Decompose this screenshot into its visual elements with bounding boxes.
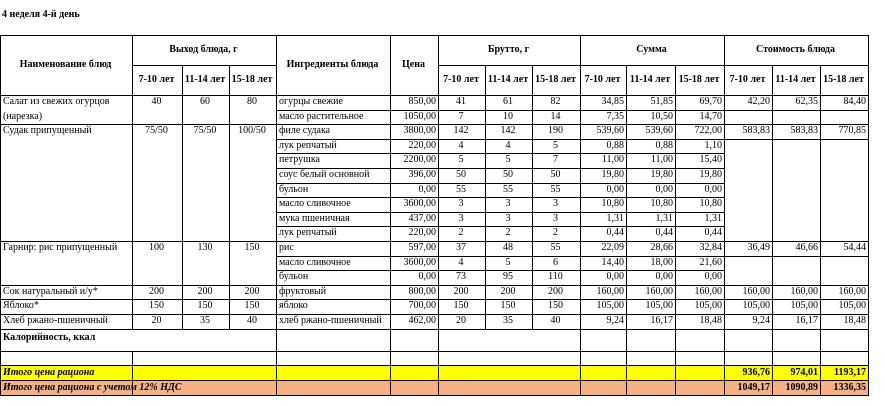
gross-cell[interactable]: 5 xyxy=(553,139,558,151)
sum-cell[interactable]: 539,60 xyxy=(596,125,624,137)
sum-cell[interactable]: 19,80 xyxy=(650,169,673,180)
sum-cell[interactable]: 0,44 xyxy=(704,227,722,239)
gross-cell[interactable]: 3 xyxy=(505,212,511,224)
sum-cell[interactable]: 160,00 xyxy=(645,285,673,297)
header-ingredients[interactable]: Ингредиенты блюда xyxy=(286,59,379,70)
gross-cell[interactable]: 5 xyxy=(505,154,511,166)
gross-cell[interactable]: 35 xyxy=(503,315,513,326)
grid-line xyxy=(724,110,869,111)
gross-cell[interactable]: 73 xyxy=(456,271,466,283)
price-cell[interactable]: 3800,00 xyxy=(403,125,436,137)
sum-cell[interactable]: 10,80 xyxy=(699,198,722,210)
sum-cell[interactable]: 0,00 xyxy=(704,183,722,195)
grid-line xyxy=(724,329,869,330)
gross-cell[interactable]: 2 xyxy=(505,227,511,239)
price-cell[interactable]: 396,00 xyxy=(408,169,436,180)
gross-cell[interactable]: 6 xyxy=(553,256,558,268)
cost-cell[interactable]: 160,00 xyxy=(838,285,866,297)
cost-cell[interactable]: 160,00 xyxy=(790,285,818,297)
sum-cell[interactable]: 1,31 xyxy=(655,212,673,224)
sum-cell[interactable]: 28,66 xyxy=(650,242,673,253)
sum-cell[interactable]: 9,24 xyxy=(606,315,624,326)
header-age-2[interactable]: 11-14 лет xyxy=(184,74,226,85)
grid-line xyxy=(724,139,869,140)
gross-cell[interactable]: 3 xyxy=(553,198,558,210)
price-cell[interactable]: 597,00 xyxy=(408,242,436,253)
sum-cell[interactable]: 15,40 xyxy=(699,154,722,166)
header-dish-name[interactable]: Наименование блюд xyxy=(19,59,112,70)
sum-cell[interactable]: 539,60 xyxy=(645,125,673,137)
grid-line xyxy=(724,256,869,257)
price-cell[interactable]: 0,00 xyxy=(418,271,436,283)
gross-cell[interactable]: 7 xyxy=(553,154,558,166)
yield-cell[interactable]: 200 xyxy=(197,285,213,297)
dish-name-cell[interactable]: (нарезка) xyxy=(3,110,43,122)
price-cell[interactable]: 220,00 xyxy=(408,139,436,151)
ingredient-cell[interactable]: масло растительное xyxy=(279,110,364,122)
gross-cell[interactable]: 2 xyxy=(458,227,464,239)
sum-cell[interactable]: 16,17 xyxy=(650,315,673,326)
grid-line xyxy=(626,329,627,396)
ingredient-cell[interactable]: мука пшеничная xyxy=(279,212,350,224)
gross-cell[interactable]: 41 xyxy=(456,96,466,107)
header-age-1[interactable]: 7-10 лет xyxy=(443,74,479,85)
yield-cell[interactable]: 130 xyxy=(197,242,213,253)
gross-cell[interactable]: 55 xyxy=(550,242,561,253)
sum-cell[interactable]: 722,00 xyxy=(694,125,722,137)
price-cell[interactable]: 462,00 xyxy=(408,315,436,326)
cost-cell[interactable]: 62,35 xyxy=(795,96,818,107)
cost-cell[interactable]: 18,48 xyxy=(843,315,866,326)
grid-line xyxy=(276,329,725,330)
yield-cell[interactable]: 60 xyxy=(200,96,210,107)
cost-cell[interactable]: 36,49 xyxy=(747,242,770,253)
yield-cell[interactable]: 100 xyxy=(149,242,164,253)
cost-cell[interactable]: 160,00 xyxy=(742,285,770,297)
header-age-3[interactable]: 15-18 лет xyxy=(535,74,576,85)
sum-cell[interactable]: 105,00 xyxy=(694,300,722,312)
dish-name-cell[interactable]: Судак припущенный xyxy=(3,125,92,137)
gross-cell[interactable]: 4 xyxy=(505,139,511,151)
gross-cell[interactable]: 50 xyxy=(456,169,466,180)
sum-cell[interactable]: 19,80 xyxy=(601,169,624,180)
yield-cell[interactable]: 20 xyxy=(151,315,162,326)
sum-cell[interactable]: 0,44 xyxy=(655,227,673,239)
grid-line xyxy=(438,329,439,396)
cost-cell[interactable]: 105,00 xyxy=(742,300,770,312)
yield-cell[interactable]: 75/50 xyxy=(145,125,168,137)
sum-cell[interactable]: 1,31 xyxy=(704,212,722,224)
gross-cell[interactable]: 142 xyxy=(453,125,469,137)
header-age-1[interactable]: 7-10 лет xyxy=(138,74,175,85)
sum-cell[interactable]: 10,50 xyxy=(650,110,673,122)
ingredient-cell[interactable]: бульон xyxy=(279,183,309,195)
yield-cell[interactable]: 200 xyxy=(244,285,260,297)
sum-cell[interactable]: 7,35 xyxy=(606,110,624,122)
total-label[interactable]: Итого цена рациона xyxy=(3,366,95,378)
header-gross[interactable]: Брутто, г xyxy=(487,44,530,55)
gross-cell[interactable]: 110 xyxy=(548,271,563,283)
ingredient-cell[interactable]: лук репчатый xyxy=(279,139,337,151)
cost-cell[interactable]: 16,17 xyxy=(795,315,818,326)
cost-cell[interactable]: 9,24 xyxy=(752,315,770,326)
sum-cell[interactable]: 1,10 xyxy=(704,139,722,151)
price-cell[interactable]: 0,00 xyxy=(418,183,436,195)
sum-cell[interactable]: 0,44 xyxy=(606,227,624,239)
sum-cell[interactable]: 160,00 xyxy=(694,285,722,297)
sum-cell[interactable]: 0,88 xyxy=(655,139,673,151)
dish-name-cell[interactable]: Гарнир: рис припущенный xyxy=(3,242,118,253)
cost-cell[interactable]: 46,66 xyxy=(795,242,818,253)
sum-cell[interactable]: 11,00 xyxy=(601,154,624,166)
total-value[interactable]: 936,76 xyxy=(742,366,770,378)
price-cell[interactable]: 1050,00 xyxy=(403,110,436,122)
sum-cell[interactable]: 69,70 xyxy=(699,96,722,107)
gross-cell[interactable]: 37 xyxy=(456,242,466,253)
gross-cell[interactable]: 55 xyxy=(456,183,466,195)
gross-cell[interactable]: 55 xyxy=(503,183,513,195)
header-age-3[interactable]: 15-18 лет xyxy=(231,74,273,85)
gross-cell[interactable]: 7 xyxy=(458,110,464,122)
price-cell[interactable]: 800,00 xyxy=(408,285,436,297)
gross-cell[interactable]: 3 xyxy=(553,212,558,224)
grid-line xyxy=(675,329,676,396)
yield-cell[interactable]: 80 xyxy=(247,96,257,107)
sum-cell[interactable]: 0,00 xyxy=(655,183,673,195)
sheet-title: 4 неделя 4-й день xyxy=(2,9,80,20)
sum-cell[interactable]: 22,09 xyxy=(601,242,624,253)
grid-line xyxy=(0,351,869,352)
header-yield[interactable]: Выход блюда, г xyxy=(169,44,238,55)
calories-label[interactable]: Калорийность, ккал xyxy=(3,331,96,343)
sum-cell[interactable]: 105,00 xyxy=(596,300,624,312)
yield-cell[interactable]: 40 xyxy=(247,315,257,326)
gross-cell[interactable]: 5 xyxy=(505,256,511,268)
yield-cell[interactable]: 75/50 xyxy=(193,125,217,137)
gross-cell[interactable]: 3 xyxy=(505,198,511,210)
header-age-2[interactable]: 11-14 лет xyxy=(775,74,816,85)
ingredient-cell[interactable]: филе судака xyxy=(279,125,331,137)
sum-cell[interactable]: 0,00 xyxy=(606,271,624,283)
sum-cell[interactable]: 32,84 xyxy=(699,242,722,253)
sum-cell[interactable]: 14,70 xyxy=(699,110,722,122)
total-value[interactable]: 1049,17 xyxy=(737,381,770,393)
cost-cell[interactable]: 583,83 xyxy=(790,125,818,137)
price-cell[interactable]: 850,00 xyxy=(408,96,436,107)
gross-cell[interactable]: 5 xyxy=(458,154,464,166)
sum-cell[interactable]: 51,85 xyxy=(650,96,673,107)
sum-cell[interactable]: 0,88 xyxy=(606,139,624,151)
header-age-3[interactable]: 15-18 лет xyxy=(823,74,864,85)
gross-cell[interactable]: 61 xyxy=(503,96,513,107)
gross-cell[interactable]: 10 xyxy=(503,110,513,122)
yield-cell[interactable]: 35 xyxy=(200,315,210,326)
cost-cell[interactable]: 42,20 xyxy=(747,96,770,107)
gross-cell[interactable]: 142 xyxy=(500,125,516,137)
gross-cell[interactable]: 4 xyxy=(458,139,464,151)
sum-cell[interactable]: 34,85 xyxy=(601,96,624,107)
dish-name-cell[interactable]: Яблоко* xyxy=(3,300,39,312)
ingredient-cell[interactable]: соус белый основной xyxy=(279,169,370,180)
header-age-3[interactable]: 15-18 лет xyxy=(678,74,720,85)
sum-cell[interactable]: 21,60 xyxy=(699,256,722,268)
yield-cell[interactable]: 200 xyxy=(149,285,164,297)
sum-cell[interactable]: 10,80 xyxy=(650,198,673,210)
sum-cell[interactable]: 0,00 xyxy=(655,271,673,283)
price-cell[interactable]: 220,00 xyxy=(408,227,436,239)
sum-cell[interactable]: 0,00 xyxy=(606,183,624,195)
gross-cell[interactable]: 4 xyxy=(458,256,464,268)
gross-cell[interactable]: 3 xyxy=(458,212,464,224)
gross-cell[interactable]: 190 xyxy=(548,125,563,137)
ingredient-cell[interactable]: бульон xyxy=(279,271,309,283)
sum-cell[interactable]: 1,31 xyxy=(606,212,624,224)
dish-name-cell[interactable]: Сок натуральный и/у* xyxy=(3,285,98,297)
gross-cell[interactable]: 50 xyxy=(550,169,561,180)
gross-cell[interactable]: 2 xyxy=(553,227,558,239)
sum-cell[interactable]: 11,00 xyxy=(650,154,673,166)
header-sum[interactable]: Сумма xyxy=(636,44,667,55)
ingredient-cell[interactable]: рис xyxy=(279,242,294,253)
gross-cell[interactable]: 55 xyxy=(550,183,561,195)
grid-line xyxy=(0,395,869,396)
sum-cell[interactable]: 14,40 xyxy=(601,256,624,268)
total-label[interactable]: Итого цена рациона с учетом 12% НДС xyxy=(3,381,182,393)
header-price[interactable]: Цена xyxy=(402,59,425,70)
cost-cell[interactable]: 54,44 xyxy=(843,242,866,253)
yield-cell[interactable]: 40 xyxy=(151,96,162,107)
ingredient-cell[interactable]: хлеб ржано-пшеничный xyxy=(279,315,382,326)
ingredient-cell[interactable]: огурцы свежие xyxy=(279,96,343,107)
yield-cell[interactable]: 150 xyxy=(149,300,164,312)
header-age-1[interactable]: 7-10 лет xyxy=(729,74,766,85)
header-age-2[interactable]: 11-14 лет xyxy=(487,74,529,85)
cost-cell[interactable]: 770,85 xyxy=(838,125,866,137)
cost-cell[interactable]: 84,40 xyxy=(843,96,866,107)
sum-cell[interactable]: 18,00 xyxy=(650,256,673,268)
ingredient-cell[interactable]: петрушка xyxy=(279,154,320,166)
price-cell[interactable]: 437,00 xyxy=(408,212,436,224)
gross-cell[interactable]: 200 xyxy=(453,285,469,297)
sum-cell[interactable]: 18,48 xyxy=(699,315,722,326)
ingredient-cell[interactable]: яблоко xyxy=(279,300,308,312)
price-cell[interactable]: 3600,00 xyxy=(403,198,436,210)
sum-cell[interactable]: 10,80 xyxy=(601,198,624,210)
yield-cell[interactable]: 150 xyxy=(244,242,260,253)
gross-cell[interactable]: 40 xyxy=(550,315,561,326)
total-value[interactable]: 1193,17 xyxy=(834,366,866,378)
yield-cell[interactable]: 100/50 xyxy=(238,125,266,137)
gross-cell[interactable]: 95 xyxy=(503,271,513,283)
yield-cell[interactable]: 150 xyxy=(244,300,260,312)
gross-cell[interactable]: 82 xyxy=(550,96,561,107)
sum-cell[interactable]: 19,80 xyxy=(699,169,722,180)
grid-line xyxy=(868,35,869,396)
sum-cell[interactable]: 160,00 xyxy=(596,285,624,297)
price-cell[interactable]: 700,00 xyxy=(408,300,436,312)
gross-cell[interactable]: 200 xyxy=(500,285,516,297)
header-dish-cost[interactable]: Стоимость блюда xyxy=(756,44,835,55)
ingredient-cell[interactable]: фруктовый xyxy=(279,285,327,297)
total-value[interactable]: 974,01 xyxy=(790,366,818,378)
sum-cell[interactable]: 0,00 xyxy=(704,271,722,283)
gross-cell[interactable]: 20 xyxy=(456,315,466,326)
cost-cell[interactable]: 105,00 xyxy=(790,300,818,312)
total-value[interactable]: 1336,35 xyxy=(833,381,866,393)
total-value[interactable]: 1090,89 xyxy=(785,381,818,393)
gross-cell[interactable]: 50 xyxy=(503,169,513,180)
header-age-1[interactable]: 7-10 лет xyxy=(584,74,621,85)
yield-cell[interactable]: 150 xyxy=(197,300,213,312)
ingredient-cell[interactable]: масло сливочное xyxy=(279,198,351,210)
gross-cell[interactable]: 48 xyxy=(503,242,513,253)
cost-cell[interactable]: 105,00 xyxy=(838,300,866,312)
ingredient-cell[interactable]: масло сливочное xyxy=(279,256,351,268)
gross-cell[interactable]: 14 xyxy=(550,110,561,122)
gross-cell[interactable]: 150 xyxy=(453,300,469,312)
ingredient-cell[interactable]: лук репчатый xyxy=(279,227,337,239)
price-cell[interactable]: 3600,00 xyxy=(403,256,436,268)
cost-cell[interactable]: 583,83 xyxy=(742,125,770,137)
gross-cell[interactable]: 150 xyxy=(548,300,563,312)
dish-name-cell[interactable]: Хлеб ржано-пшеничный xyxy=(3,315,108,326)
header-age-2[interactable]: 11-14 лет xyxy=(629,74,671,85)
gross-cell[interactable]: 150 xyxy=(500,300,516,312)
sum-cell[interactable]: 105,00 xyxy=(645,300,673,312)
grid-line xyxy=(580,329,581,396)
gross-cell[interactable]: 200 xyxy=(548,285,563,297)
gross-cell[interactable]: 3 xyxy=(458,198,464,210)
dish-name-cell[interactable]: Салат из свежих огурцов xyxy=(3,96,110,107)
price-cell[interactable]: 2200,00 xyxy=(403,154,436,166)
